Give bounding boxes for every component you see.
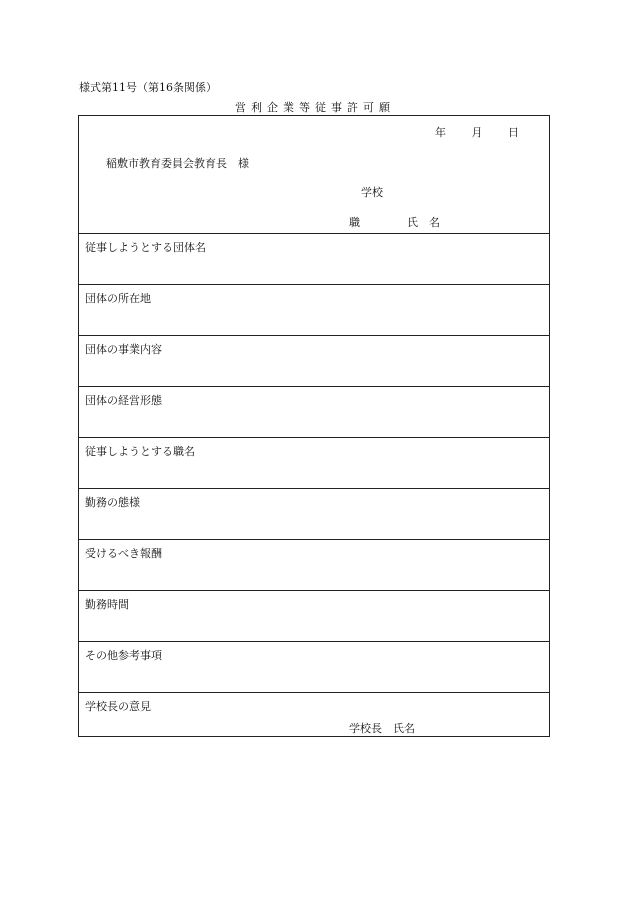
applicant-line: [349, 214, 440, 230]
row-label: 団体の事業内容: [85, 343, 162, 356]
position-label: 職: [349, 216, 360, 229]
row-business-content[interactable]: [79, 336, 549, 387]
row-management-form[interactable]: [79, 387, 549, 438]
row-working-hours[interactable]: [79, 591, 549, 642]
form-number: 様式第11号（第16条関係）: [79, 81, 217, 94]
row-organization-name[interactable]: [79, 234, 549, 285]
row-work-mode[interactable]: [79, 489, 549, 540]
row-label: 団体の経営形態: [85, 394, 162, 407]
form-box: [78, 115, 550, 737]
row-label: 学校長の意見: [85, 700, 151, 713]
form-title: 営利企業等従事許可願: [235, 101, 395, 114]
row-principal-opinion[interactable]: [79, 693, 549, 743]
month-label: 月: [471, 126, 483, 139]
row-label: その他参考事項: [85, 649, 162, 662]
principal-sign: 学校長 氏名: [349, 722, 415, 735]
day-label: 日: [508, 126, 519, 139]
header-section: [79, 116, 549, 234]
row-label: 受けるべき報酬: [85, 547, 162, 560]
row-label: 従事しようとする団体名: [85, 241, 206, 254]
school-label: 学校: [361, 186, 383, 199]
row-label: 勤務時間: [85, 598, 129, 611]
row-label: 勤務の態様: [85, 496, 140, 509]
row-organization-address[interactable]: [79, 285, 549, 336]
date-line: [435, 124, 519, 140]
addressee: 稲敷市教育委員会教育長 様: [106, 157, 249, 170]
row-label: 従事しようとする職名: [85, 445, 195, 458]
year-label: 年: [435, 126, 446, 139]
row-compensation[interactable]: [79, 540, 549, 591]
name-label: 氏 名: [407, 216, 440, 229]
row-other-notes[interactable]: [79, 642, 549, 693]
row-job-title[interactable]: [79, 438, 549, 489]
row-label: 団体の所在地: [85, 292, 151, 305]
